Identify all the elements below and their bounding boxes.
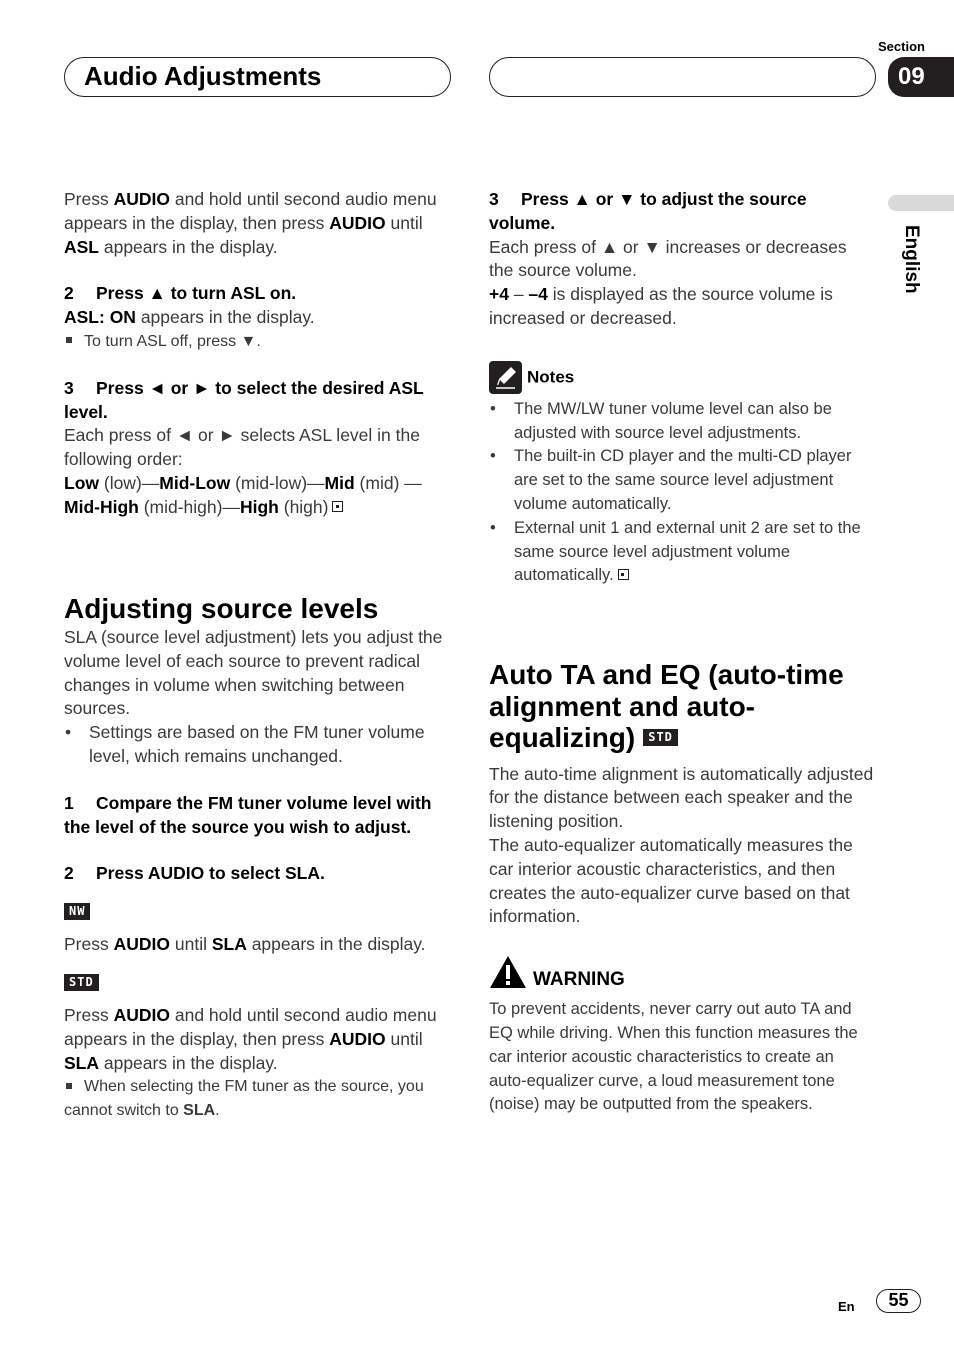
side-tab [888, 195, 954, 211]
right-column [489, 188, 874, 1117]
notes-list [489, 398, 874, 588]
nw-badge-row [64, 902, 454, 926]
side-language-label: English [901, 225, 922, 294]
notes-header [489, 361, 874, 394]
nw-badge: NW [64, 903, 90, 920]
std-instruction: Press AUDIO and hold until second audio menu appears in the display, then press AUDIO until SLA appears in the display. [64, 1005, 437, 1073]
footer-language: En [838, 1299, 855, 1314]
asl-step-3: 3 Press ◄ or ► to select the desired ASL level. [64, 377, 424, 422]
fm-tuner-note: When selecting the FM tuner as the source, you cannot switch to SLA. [64, 1078, 424, 1120]
page-number: 55 [876, 1289, 921, 1313]
note-item: • The MW/LW tuner volume level can also be adjusted with source level adjustments. [489, 398, 874, 446]
asl-step-3-desc: Each press of ◄ or ► selects ASL level in the following order: [64, 425, 420, 470]
sla-step-2: 2 Press AUDIO to select SLA. [64, 863, 325, 884]
std-badge: STD [643, 729, 678, 746]
warning-triangle-icon [489, 955, 527, 994]
notes-label: Notes [527, 367, 575, 387]
end-mark-icon [332, 501, 343, 512]
volume-range-text: +4 – –4 is displayed as the source volume is increased or decreased. [489, 284, 833, 328]
asl-on-text: ASL: ON appears in the display. [64, 307, 315, 328]
asl-off-note: To turn ASL off, press ▼. [64, 330, 454, 354]
nw-instruction: Press AUDIO until SLA appears in the display. [64, 934, 426, 955]
sla-step-1: 1 Compare the FM tuner volume level with the level of the source you wish to adjust. [64, 792, 432, 837]
note-item: • The built-in CD player and the multi-CD player are set to the same source level adjustment volume automatically. [489, 445, 874, 516]
asl-intro: Press AUDIO and hold until second audio menu appears in the display, then press AUDIO until ASL appears in the display. [64, 189, 437, 257]
sla-step-3-desc: Each press of ▲ or ▼ increases or decreases the source volume. [489, 236, 847, 281]
end-mark-icon [618, 569, 629, 580]
warning-label: WARNING [533, 969, 625, 991]
sla-heading: Adjusting source levels [64, 592, 379, 624]
auto-ta-eq-heading: Auto TA and EQ (auto-time alignment and auto-equalizing) STD [489, 659, 844, 754]
section-label: Section [878, 39, 925, 54]
asl-step-2: 2 Press ▲ to turn ASL on. [64, 283, 297, 304]
asl-level-order: Low (low)—Mid-Low (mid-low)—Mid (mid) —Mid-High (mid-high)—High (high) [64, 472, 422, 517]
page-title: Audio Adjustments [84, 61, 322, 91]
header-blank-frame [489, 57, 876, 97]
std-badge-row [64, 973, 454, 997]
left-column [64, 188, 454, 1123]
sla-step-3: 3 Press ▲ or ▼ to adjust the source volume. [489, 189, 807, 233]
pencil-icon [489, 361, 522, 394]
warning-text: To prevent accidents, never carry out auto TA and EQ while driving. When this function measures the car interior acoustic characteristics to create an auto-equalizer curve, a loud measurement tone (noise) may be outputted from the speakers. [489, 1000, 858, 1114]
auto-eq-paragraph: The auto-equalizer automatically measures the car interior acoustic characteristics, and then creates the auto-equalizer curve based on that information. [489, 835, 853, 927]
warning-header [489, 955, 874, 994]
auto-ta-paragraph: The auto-time alignment is automatically adjusted for the distance between each speaker and the listening position. [489, 763, 874, 832]
note-item: • External unit 1 and external unit 2 are set to the same source level adjustment volume automatically. [489, 517, 874, 588]
sla-bullet: • Settings are based on the FM tuner volume level, which remains unchanged. [64, 721, 454, 769]
sla-intro: SLA (source level adjustment) lets you adjust the volume level of each source to prevent radical changes in volume when switching between sources. [64, 627, 443, 719]
std-badge: STD [64, 974, 99, 991]
section-number: 09 [888, 57, 954, 97]
